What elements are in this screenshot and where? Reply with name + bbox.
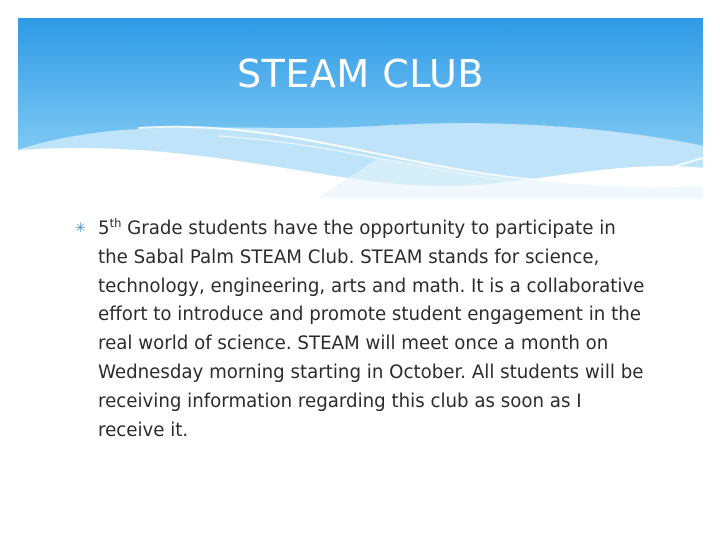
bullet-text [98,215,648,445]
bullet-list [75,215,648,445]
header-band [18,18,703,198]
slide-title: STEAM CLUB [237,52,484,96]
grade-number: 5 [98,218,110,239]
grade-superscript: th [109,216,122,230]
asterisk-bullet-icon: ✳ [75,221,86,236]
list-item [75,215,648,445]
bullet-body-text: Grade students have the opportunity to participate in the Sabal Palm STEAM Club. STEAM stands for science, technology, engineering, arts and math. It is a collaborative effort to introduce and promote student engagement in the real world of science. STEAM will meet once a month on Wednesday morning starting in October. All students will be receiving information regarding this club as soon as I receive it. [98,218,645,441]
header-wave-background [18,18,703,198]
